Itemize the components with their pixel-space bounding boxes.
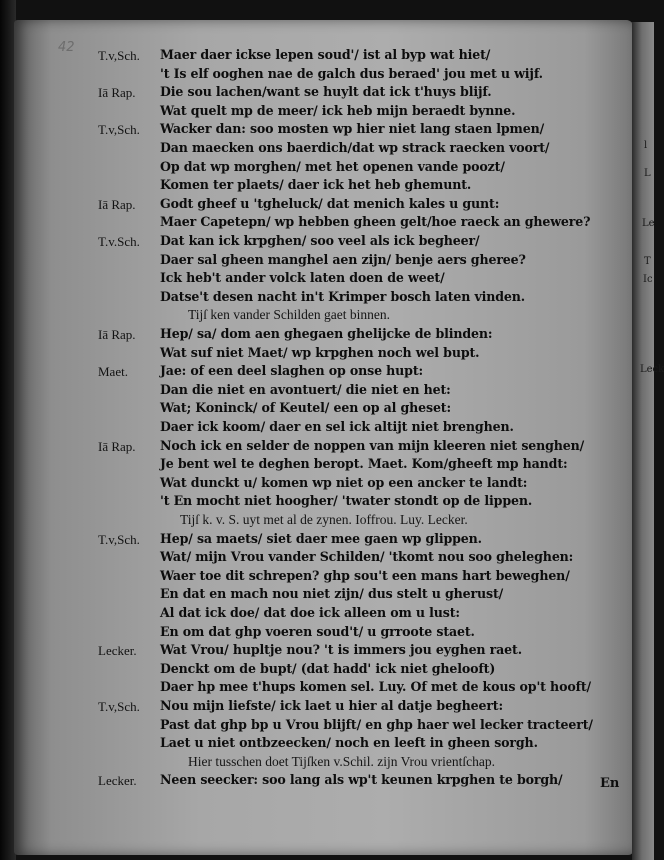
speaker-label: Maet. — [98, 364, 128, 380]
verse-line: Op dat wp morghen/ met het openen vande poozt/ — [160, 158, 505, 174]
verse-line: Wat dunckt u/ komen wp niet op een ancker te landt: — [160, 474, 528, 490]
verse-line: 't Is elf ooghen nae de galch dus beraed' jou met u wijf. — [160, 65, 543, 81]
speaker-label: T.v,Sch. — [98, 48, 140, 63]
facing-page-fragment: L — [644, 168, 651, 179]
verse-line: Daer ick koom/ daer en sel ick altijt niet brenghen. — [160, 419, 514, 434]
verse-line: Wat; Koninck/ of Keutel/ een op al gheset: — [160, 400, 451, 416]
verse-line: Dan die niet en avontuert/ die niet en het: — [160, 381, 451, 397]
speaker-label: Lecker. — [98, 643, 137, 659]
verse-line: Wat Vrou/ hupltje nou? 't is immers jou eyghen raet. — [160, 642, 522, 658]
stage-direction: Tijſ ken vander Schilden gaet binnen. — [188, 307, 390, 323]
facing-page-edge — [632, 22, 664, 860]
verse-line: Godt gheef u 'tgheluck/ dat menich kales u gunt: — [160, 195, 500, 211]
verse-line: Je bent wel te deghen beropt. Maet. Kom/gheeft mp handt: — [160, 456, 568, 472]
speaker-label: Iā Rap. — [98, 85, 136, 101]
verse-line: Hep/ sa maets/ siet daer mee gaen wp glippen. — [160, 530, 482, 546]
verse-line: Laet u niet ontbzeecken/ noch en leeft in gheen sorgh. — [160, 735, 538, 751]
verse-line: Datse't desen nacht in't Krimper bosch laten vinden. — [160, 288, 526, 304]
verse-line: Maer daer ickse lepen soud'/ ist al byp wat hiet/ — [160, 47, 491, 62]
verse-line: 't En mocht niet hoogher/ 'twater stondt op de lippen. — [160, 493, 533, 509]
verse-line: Neen seecker: soo lang als wp't keunen krpghen te borgh/ — [160, 772, 563, 788]
speaker-label: T.v,Sch. — [98, 122, 140, 138]
pencil-page-number: 42 — [58, 40, 75, 55]
verse-line: Denckt om de bupt/ (dat hadd' ick niet ghelooft) — [160, 660, 496, 676]
verse-line: Ick heb't ander volck laten doen de weet/ — [160, 270, 445, 286]
speaker-label: Iā Rap. — [98, 196, 136, 212]
book-page — [14, 20, 634, 855]
speaker-label: Iā Rap. — [98, 438, 136, 454]
verse-line: Dat kan ick krpghen/ soo veel als ick begheer/ — [160, 233, 480, 248]
verse-line: Dan maecken ons baerdich/dat wp strack raecken voort/ — [160, 140, 550, 155]
verse-line: Komen ter plaets/ daer ick het heb ghemunt. — [160, 177, 472, 193]
verse-line: Die sou lachen/want se huylt dat ick t'huys blijf. — [160, 84, 492, 100]
facing-page-fragment: Leck — [640, 364, 664, 375]
verse-line: En dat en mach nou niet zijn/ dus stelt u gherust/ — [160, 586, 504, 602]
speaker-label: Iā Rap. — [98, 327, 136, 342]
facing-page-fragment: Le — [642, 218, 655, 229]
verse-line: Noch ick en selder de noppen van mijn kleeren niet senghen/ — [160, 437, 585, 453]
speaker-label: Lecker. — [98, 773, 137, 789]
stage-direction: Tijſ k. v. S. uyt met al de zynen. Ioffrou. Luy. Lecker. — [180, 512, 468, 527]
verse-line: Wat/ mijn Vrou vander Schilden/ 'tkomt nou soo gheleghen: — [160, 549, 574, 565]
verse-line: Daer sal gheen manghel aen zijn/ benje aers gheree? — [160, 251, 526, 267]
verse-line: Jae: of een deel slaghen op onse hupt: — [160, 363, 423, 379]
speaker-label: T.v,Sch. — [98, 699, 140, 714]
verse-line: Daer hp mee t'hups komen sel. Luy. Of met de kous op't hooft/ — [160, 679, 591, 695]
facing-page-fragment: l — [644, 140, 648, 151]
verse-line: Wat suf niet Maet/ wp krpghen noch wel bupt. — [160, 344, 480, 360]
verse-line: En om dat ghp voeren soud't/ u grroote staet. — [160, 623, 475, 639]
speaker-label: T.v.Sch. — [98, 234, 140, 249]
speaker-label: T.v,Sch. — [98, 531, 140, 547]
verse-line: Wacker dan: soo mosten wp hier niet lang staen lpmen/ — [160, 121, 545, 137]
facing-page-fragment: Ic — [643, 274, 653, 285]
verse-line: Waer toe dit schrepen? ghp sou't een mans hart beweghen/ — [160, 567, 570, 583]
verse-line: Maer Capetepn/ wp hebben gheen gelt/hoe raeck an ghewere? — [160, 214, 591, 230]
verse-line: Nou mijn liefste/ ick laet u hier al datje begheert: — [160, 698, 503, 713]
stage-direction: Hier tusschen doet Tijſken v.Schil. zijn Vrou vrientſchap. — [188, 753, 496, 769]
verse-line: Past dat ghp bp u Vrou blijft/ en ghp haer wel lecker tracteert/ — [160, 716, 593, 732]
verse-line: Wat quelt mp de meer/ ick heb mijn beraedt bynne. — [160, 102, 516, 118]
verse-line: Al dat ick doe/ dat doe ick alleen om u lust: — [160, 605, 460, 620]
catchword: En — [600, 776, 620, 791]
facing-page-fragment: T — [644, 256, 651, 267]
verse-line: Hep/ sa/ dom aen ghegaen ghelijcke de blinden: — [160, 326, 493, 341]
